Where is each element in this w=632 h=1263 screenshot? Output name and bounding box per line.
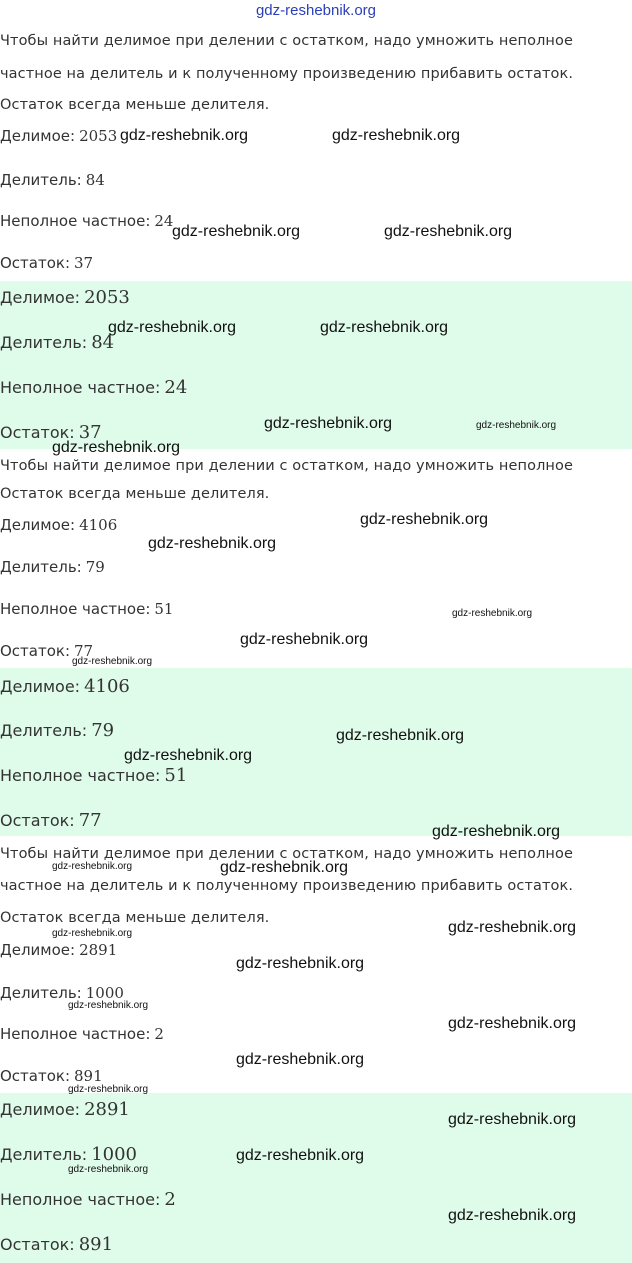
watermark: gdz-reshebnik.org [120,127,249,144]
watermark: gdz-reshebnik.org [384,223,513,240]
watermark: gdz-reshebnik.org [448,1111,577,1128]
watermark: gdz-reshebnik.org [72,656,153,667]
watermark: gdz-reshebnik.org [336,727,465,744]
watermark: gdz-reshebnik.org [172,223,301,240]
answer-dividend: Делимое: 2053 [0,287,130,308]
given-dividend: Делимое: 2053 [0,127,118,145]
answer-dividend: Делимое: 4106 [0,676,130,697]
watermark: gdz-reshebnik.org [448,1207,577,1224]
watermark: gdz-reshebnik.org [52,928,133,939]
rule-line-1: Чтобы найти делимое при делении с остатком, надо умножить неполное [0,458,574,474]
answer-remainder: Остаток: 37 [0,422,102,443]
watermark: gdz-reshebnik.org [236,1051,365,1068]
answer-remainder: Остаток: 77 [0,810,102,831]
watermark: gdz-reshebnik.org [68,1084,149,1095]
watermark: gdz-reshebnik.org [332,127,461,144]
answer-quotient: Неполное частное: 51 [0,765,188,786]
given-quotient: Неполное частное: 2 [0,1025,164,1043]
rule-line-3: Остаток всегда меньше делителя. [0,97,270,113]
given-dividend: Делимое: 4106 [0,516,118,534]
rule-line-3: Остаток всегда меньше делителя. [0,910,270,926]
watermark: gdz-reshebnik.org [52,861,133,872]
watermark: gdz-reshebnik.org [448,1015,577,1032]
given-quotient: Неполное частное: 24 [0,212,174,230]
given-divisor: Делитель: 84 [0,171,105,189]
watermark: gdz-reshebnik.org [448,919,577,936]
rule-line-1: Чтобы найти делимое при делении с остатком, надо умножить неполное [0,33,574,49]
rule-line-3: Остаток всегда меньше делителя. [0,486,270,502]
given-remainder: Остаток: 891 [0,1067,103,1085]
watermark: gdz-reshebnik.org [320,319,449,336]
watermark: gdz-reshebnik.org [236,1147,365,1164]
watermark: gdz-reshebnik.org [452,608,533,619]
watermark: gdz-reshebnik.org [220,859,349,876]
rule-line-2: частное на делитель и к полученному произведению прибавить остаток. [0,878,574,894]
watermark: gdz-reshebnik.org [240,631,369,648]
watermark: gdz-reshebnik.org [236,955,365,972]
rule-line-1: Чтобы найти делимое при делении с остатком, надо умножить неполное [0,846,574,862]
watermark: gdz-reshebnik.org [148,535,277,552]
rule-line-2: частное на делитель и к полученному произведению прибавить остаток. [0,66,574,82]
answer-divisor: Делитель: 79 [0,720,115,741]
watermark: gdz-reshebnik.org [124,747,253,764]
answer-quotient: Неполное частное: 2 [0,1189,176,1210]
site-header[interactable]: gdz-reshebnik.org [255,2,377,19]
given-remainder: Остаток: 37 [0,254,94,272]
answer-divisor: Делитель: 84 [0,332,115,353]
watermark: gdz-reshebnik.org [108,319,237,336]
watermark: gdz-reshebnik.org [360,511,489,528]
answer-dividend: Делимое: 2891 [0,1099,130,1120]
given-divisor: Делитель: 79 [0,558,105,576]
given-divisor: Делитель: 1000 [0,984,124,1002]
given-dividend: Делимое: 2891 [0,941,118,959]
watermark: gdz-reshebnik.org [432,823,561,840]
answer-divisor: Делитель: 1000 [0,1144,137,1165]
given-quotient: Неполное частное: 51 [0,600,174,618]
answer-panel-2 [0,668,632,836]
watermark: gdz-reshebnik.org [68,1164,149,1175]
given-remainder: Остаток: 77 [0,642,94,660]
watermark: gdz-reshebnik.org [68,1000,149,1011]
answer-quotient: Неполное частное: 24 [0,377,188,398]
watermark: gdz-reshebnik.org [264,415,393,432]
watermark: gdz-reshebnik.org [476,420,557,431]
answer-remainder: Остаток: 891 [0,1234,114,1255]
watermark: gdz-reshebnik.org [52,439,181,456]
